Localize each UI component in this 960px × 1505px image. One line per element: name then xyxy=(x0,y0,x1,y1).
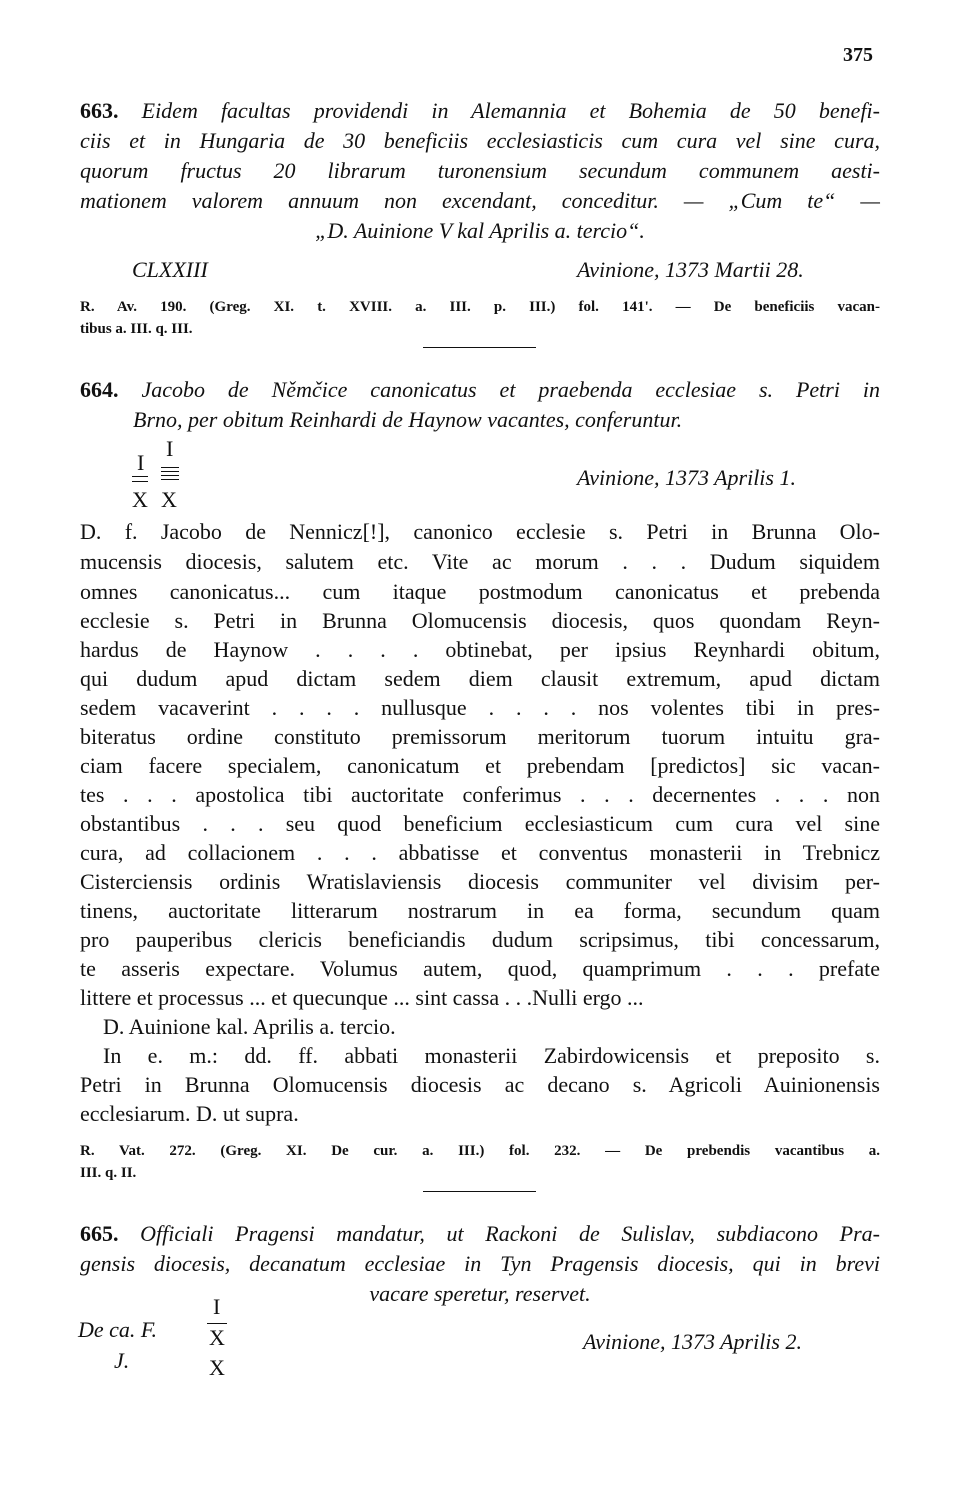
registry-tick xyxy=(161,479,179,480)
entry-663-line-4: mationem valorem annuum non excendant, conceditur. — „Cum te“ — xyxy=(80,188,880,213)
entry-664-text-9: ciam facere specialem, canonicatum et prebendam [predictos] sic vacan- xyxy=(80,753,880,778)
section-divider-2 xyxy=(423,1191,536,1192)
entry-665-note-2: J. xyxy=(114,1348,130,1373)
page-number: 375 xyxy=(843,44,873,66)
entry-664-dated: D. Auinione kal. Aprilis a. tercio. xyxy=(103,1014,396,1039)
registry-mark-i: I xyxy=(213,1294,221,1319)
registry-tick xyxy=(207,1323,227,1324)
registry-mark-x-right: X xyxy=(161,487,177,512)
entry-665-line-2: gensis diocesis, decanatum ecclesiae in Tyn Pragensis diocesis, qui in brevi xyxy=(80,1251,880,1276)
entry-664-text-2: mucensis diocesis, salutem etc. Vite ac morum . . . Dudum siquidem xyxy=(80,549,880,574)
entry-663-heading-1: Eidem facultas providendi in Alemannia et Bohemia de 50 benefi- xyxy=(141,98,880,123)
registry-mark-x-left: X xyxy=(132,487,148,512)
section-divider-1 xyxy=(423,347,536,348)
entry-664-text-4: ecclesie s. Petri in Brunna Olomucensis diocesis, quos quondam Reyn- xyxy=(80,608,880,633)
entry-663-number: 663. xyxy=(80,98,119,123)
entry-664-text-17: littere et processus ... et quecunque ... sint cassa . . .Nulli ergo ... xyxy=(80,985,644,1010)
entry-664-text-3: omnes canonicatus... cum itaque postmodum canonicatus et prebenda xyxy=(80,579,880,604)
entry-664-line-1 xyxy=(80,375,880,405)
entry-664-text-5: hardus de Haynow . . . . obtinebat, per ipsius Reynhardi obitum, xyxy=(80,637,880,662)
entry-664-text-11: obstantibus . . . seu quod beneficium ecclesiasticum cum cura vel sine xyxy=(80,811,880,836)
entry-665-number: 665. xyxy=(80,1221,119,1246)
entry-664-text-12: cura, ad collacionem . . . abbatisse et conventus monasterii in Trebnicz xyxy=(80,840,880,865)
registry-mark-x-1: X xyxy=(209,1325,225,1350)
entry-664-text-8: biteratus ordine constituto premissorum meritorum tuorum intuitu gra- xyxy=(80,724,880,749)
entry-664-text-6: qui dudum apud dictam sedem diem clausit extremum, apud dictam xyxy=(80,666,880,691)
entry-664-ref-1: R. Vat. 272. (Greg. XI. De cur. a. III.) fol. 232. — De prebendis vacantibus a. xyxy=(80,1143,880,1159)
entry-664-heading-1: Jacobo de Němčice canonicatus et praebenda ecclesiae s. Petri in xyxy=(141,377,881,402)
registry-tick xyxy=(132,476,148,477)
entry-663-line-1 xyxy=(80,96,880,126)
entry-664-line-2: Brno, per obitum Reinhardi de Haynow vacantes, conferuntur. xyxy=(133,407,683,432)
entry-664-text-13: Cisterciensis ordinis Wratislaviensis diocesis communiter vel divisim per- xyxy=(80,869,880,894)
entry-664-in-em-3: ecclesiarum. D. ut supra. xyxy=(80,1101,299,1126)
entry-663-line-3: quorum fructus 20 librarum turonensium secundum communem aesti- xyxy=(80,158,880,183)
entry-663-date: Avinione, 1373 Martii 28. xyxy=(577,257,804,282)
entry-665-line-3: vacare speretur, reservet. xyxy=(369,1281,591,1306)
entry-663-doc-number: CLXXIII xyxy=(132,257,208,282)
registry-tick xyxy=(132,481,148,482)
registry-mark-i-right: I xyxy=(166,436,174,461)
entry-665-date: Avinione, 1373 Aprilis 2. xyxy=(583,1329,802,1354)
entry-663-ref-1: R. Av. 190. (Greg. XI. t. XVIII. a. III. p. III.) fol. 141'. — De beneficiis vacan- xyxy=(80,299,880,315)
entry-664-text-1: D. f. Jacobo de Nennicz[!], canonico ecclesie s. Petri in Brunna Olo- xyxy=(80,519,880,544)
registry-tick xyxy=(161,467,179,468)
entry-664-text-14: tinens, auctoritate litterarum nostrarum in ea forma, secundum quam xyxy=(80,898,880,923)
entry-663-line-5: „D. Auinione V kal Aprilis a. tercio“. xyxy=(315,218,645,243)
entry-664-ref-2: III. q. II. xyxy=(80,1165,137,1181)
entry-664-text-15: pro pauperibus clericis beneficiandis dudum scripsimus, tibi concessarum, xyxy=(80,927,880,952)
entry-665-heading-1: Officiali Pragensi mandatur, ut Rackoni de Sulislav, subdiacono Pra- xyxy=(140,1221,881,1246)
entry-664-date: Avinione, 1373 Aprilis 1. xyxy=(577,465,796,490)
entry-663-line-2: ciis et in Hungaria de 30 beneficiis ecclesiasticis cum cura vel sine cura, xyxy=(80,128,880,153)
entry-665-line-1 xyxy=(80,1219,880,1249)
entry-665-note-1: De ca. F. xyxy=(78,1317,158,1342)
registry-mark-i-left: I xyxy=(137,450,145,475)
entry-664-text-16: te asseris expectare. Volumus autem, quod, quamprimum . . . prefate xyxy=(80,956,880,981)
registry-tick xyxy=(161,471,179,472)
entry-664-text-10: tes . . . apostolica tibi auctoritate conferimus . . . decernentes . . . non xyxy=(80,782,880,807)
registry-mark-x-2: X xyxy=(209,1355,225,1380)
entry-664-in-em-1: In e. m.: dd. ff. abbati monasterii Zabirdowicensis et preposito s. xyxy=(103,1043,880,1068)
registry-tick xyxy=(161,475,179,476)
entry-663-ref-2: tibus a. III. q. III. xyxy=(80,321,193,337)
entry-664-text-7: sedem vacaverint . . . . nullusque . . . . nos volentes tibi in pres- xyxy=(80,695,880,720)
entry-664-in-em-2: Petri in Brunna Olomucensis diocesis ac decano s. Agricoli Auinionensis xyxy=(80,1072,880,1097)
entry-664-number: 664. xyxy=(80,377,119,402)
